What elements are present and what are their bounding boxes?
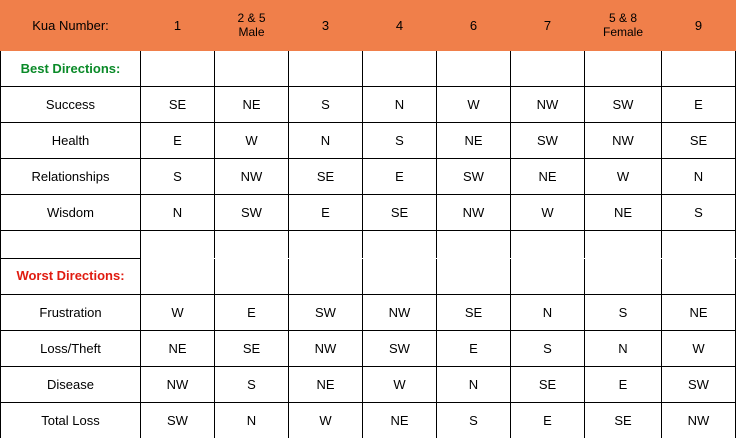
cell-success-4: N <box>363 87 437 123</box>
table-row <box>1 159 736 195</box>
best-directions-title-row <box>1 51 736 87</box>
row-label-total-loss: Total Loss <box>1 403 141 438</box>
cell-loss-theft-3: NW <box>289 331 363 367</box>
empty-cell <box>511 231 585 259</box>
header-col-1: 1 <box>141 1 215 51</box>
empty-cell <box>141 231 215 259</box>
cell-total-loss-1: SW <box>141 403 215 438</box>
cell-loss-theft-5-8: N <box>585 331 662 367</box>
empty-cell <box>585 231 662 259</box>
cell-disease-3: NE <box>289 367 363 403</box>
header-col-5-8-sub: Female <box>602 24 643 39</box>
cell-success-1: SE <box>141 87 215 123</box>
cell-disease-7: SE <box>511 367 585 403</box>
cell-relationships-2: NW <box>215 159 289 195</box>
table-row <box>1 295 736 331</box>
cell-total-loss-6: S <box>437 403 511 438</box>
header-kua-number-label: Kua Number: <box>1 1 141 51</box>
cell-wisdom-7: W <box>511 195 585 231</box>
empty-cell <box>662 231 736 259</box>
header-col-5-8 <box>585 1 662 51</box>
cell-loss-theft-4: SW <box>363 331 437 367</box>
header-col-4: 4 <box>363 1 437 51</box>
cell-frustration-5-8: S <box>585 295 662 331</box>
row-label-disease: Disease <box>1 367 141 403</box>
row-label-loss-theft: Loss/Theft <box>1 331 141 367</box>
cell-disease-1: NW <box>141 367 215 403</box>
header-col-7: 7 <box>511 1 585 51</box>
cell-total-loss-9: NW <box>662 403 736 438</box>
cell-frustration-7: N <box>511 295 585 331</box>
cell-wisdom-1: N <box>141 195 215 231</box>
header-col-3: 3 <box>289 1 363 51</box>
cell-success-6: W <box>437 87 511 123</box>
cell-wisdom-3: E <box>289 195 363 231</box>
cell-success-9: E <box>662 87 736 123</box>
empty-cell <box>289 51 363 87</box>
cell-relationships-3: SE <box>289 159 363 195</box>
table-row <box>1 331 736 367</box>
cell-relationships-9: N <box>662 159 736 195</box>
empty-cell <box>662 51 736 87</box>
table-row <box>1 367 736 403</box>
worst-directions-label: Worst Directions: <box>1 259 141 295</box>
cell-health-5-8: NW <box>585 123 662 159</box>
cell-wisdom-4: SE <box>363 195 437 231</box>
cell-health-4: S <box>363 123 437 159</box>
cell-total-loss-7: E <box>511 403 585 438</box>
cell-frustration-2: E <box>215 295 289 331</box>
cell-frustration-4: NW <box>363 295 437 331</box>
cell-disease-2: S <box>215 367 289 403</box>
cell-relationships-4: E <box>363 159 437 195</box>
empty-cell <box>215 51 289 87</box>
empty-cell <box>437 51 511 87</box>
empty-cell <box>437 231 511 259</box>
cell-health-1: E <box>141 123 215 159</box>
cell-frustration-3: SW <box>289 295 363 331</box>
row-label-success: Success <box>1 87 141 123</box>
empty-cell <box>215 231 289 259</box>
cell-success-5-8: SW <box>585 87 662 123</box>
header-col-2-main: 2 & 5 <box>237 10 266 25</box>
worst-directions-title-row <box>1 259 736 295</box>
row-label-relationships: Relationships <box>1 159 141 195</box>
empty-cell <box>437 259 511 295</box>
best-directions-label: Best Directions: <box>1 51 141 87</box>
empty-cell <box>363 51 437 87</box>
empty-cell <box>585 51 662 87</box>
cell-relationships-7: NE <box>511 159 585 195</box>
header-col-2 <box>215 1 289 51</box>
table-row <box>1 403 736 438</box>
cell-total-loss-4: NE <box>363 403 437 438</box>
empty-cell <box>141 259 215 295</box>
empty-cell <box>363 259 437 295</box>
cell-loss-theft-1: NE <box>141 331 215 367</box>
row-label-frustration: Frustration <box>1 295 141 331</box>
empty-cell <box>289 231 363 259</box>
empty-cell <box>662 259 736 295</box>
table-row <box>1 195 736 231</box>
cell-frustration-6: SE <box>437 295 511 331</box>
cell-total-loss-3: W <box>289 403 363 438</box>
header-col-9: 9 <box>662 1 736 51</box>
header-col-2-sub: Male <box>238 24 265 39</box>
cell-disease-6: N <box>437 367 511 403</box>
table-header-row <box>1 1 736 51</box>
cell-loss-theft-6: E <box>437 331 511 367</box>
empty-cell <box>511 259 585 295</box>
cell-frustration-9: NE <box>662 295 736 331</box>
cell-relationships-5-8: W <box>585 159 662 195</box>
row-label-wisdom: Wisdom <box>1 195 141 231</box>
empty-cell <box>215 259 289 295</box>
cell-wisdom-5-8: NE <box>585 195 662 231</box>
header-col-6: 6 <box>437 1 511 51</box>
cell-wisdom-9: S <box>662 195 736 231</box>
cell-loss-theft-7: S <box>511 331 585 367</box>
cell-success-3: S <box>289 87 363 123</box>
cell-total-loss-2: N <box>215 403 289 438</box>
spacer-label-cell <box>1 231 141 259</box>
cell-frustration-1: W <box>141 295 215 331</box>
table-row <box>1 123 736 159</box>
empty-cell <box>511 51 585 87</box>
cell-total-loss-5-8: SE <box>585 403 662 438</box>
empty-cell <box>585 259 662 295</box>
cell-loss-theft-2: SE <box>215 331 289 367</box>
cell-disease-5-8: E <box>585 367 662 403</box>
cell-health-6: NE <box>437 123 511 159</box>
table-row <box>1 87 736 123</box>
cell-health-2: W <box>215 123 289 159</box>
empty-cell <box>141 51 215 87</box>
cell-disease-9: SW <box>662 367 736 403</box>
header-col-5-8-main: 5 & 8 <box>608 10 638 25</box>
row-label-health: Health <box>1 123 141 159</box>
cell-success-2: NE <box>215 87 289 123</box>
cell-disease-4: W <box>363 367 437 403</box>
cell-health-7: SW <box>511 123 585 159</box>
spacer-row <box>1 231 736 259</box>
cell-relationships-6: SW <box>437 159 511 195</box>
cell-health-3: N <box>289 123 363 159</box>
cell-relationships-1: S <box>141 159 215 195</box>
cell-success-7: NW <box>511 87 585 123</box>
cell-wisdom-6: NW <box>437 195 511 231</box>
empty-cell <box>363 231 437 259</box>
cell-wisdom-2: SW <box>215 195 289 231</box>
empty-cell <box>289 259 363 295</box>
cell-health-9: SE <box>662 123 736 159</box>
cell-loss-theft-9: W <box>662 331 736 367</box>
